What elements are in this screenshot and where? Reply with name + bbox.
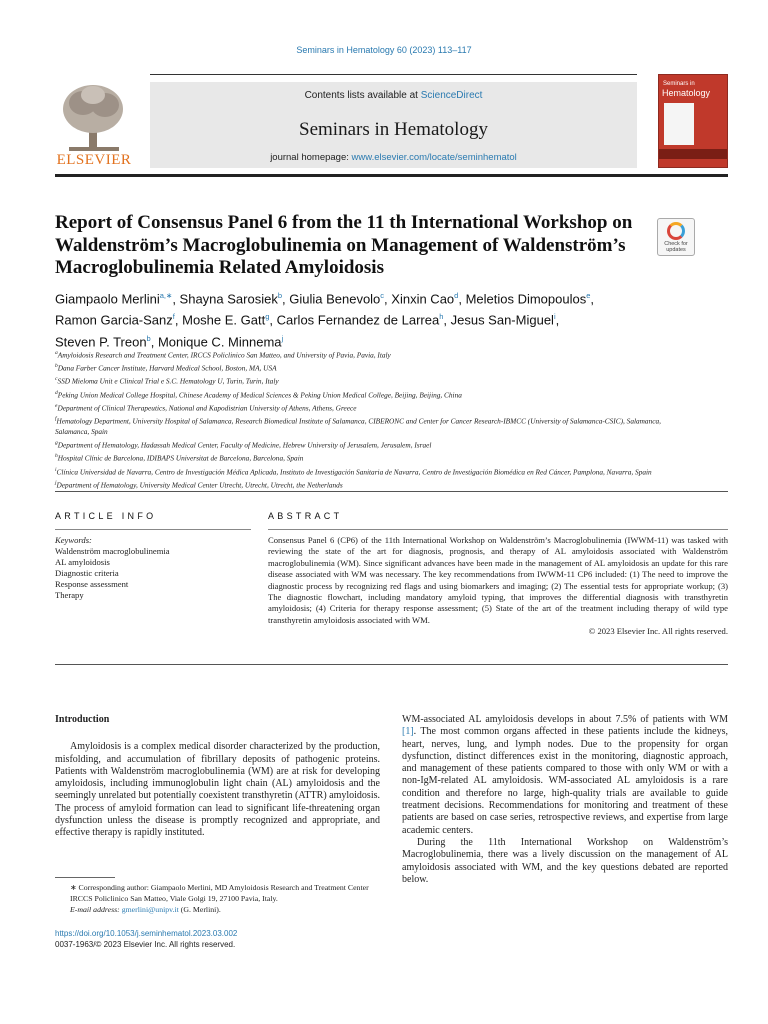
- footnote-marker: ∗: [70, 883, 77, 892]
- journal-header: [55, 74, 728, 174]
- abstract-heading: ABSTRACT: [268, 511, 343, 521]
- author-name[interactable]: Monique C. Minnema: [157, 333, 282, 349]
- abstract-block: [268, 535, 728, 638]
- author-separator: ,: [590, 291, 595, 307]
- reference-link[interactable]: [1]: [402, 726, 414, 738]
- author-separator: ,: [269, 312, 277, 328]
- author-affiliation-marker[interactable]: h: [439, 312, 444, 322]
- homepage-line: [150, 152, 637, 163]
- affiliation-item: [55, 438, 695, 451]
- affiliation-text: Hospital Clínic de Barcelona, IDIBAPS Universitat de Barcelona, Barcelona, Spain: [57, 453, 304, 463]
- author-separator: ,: [555, 312, 560, 328]
- affiliation-key: g: [55, 440, 58, 447]
- affiliation-key: i: [55, 466, 57, 473]
- affiliation-item: [55, 401, 695, 414]
- homepage-prefix: journal homepage:: [270, 152, 352, 163]
- crossmark-line2: updates: [666, 247, 686, 253]
- author-affiliation-marker[interactable]: f: [172, 312, 175, 322]
- author-name[interactable]: Meletios Dimopoulos: [465, 291, 587, 307]
- author-affiliation-marker[interactable]: b: [146, 333, 151, 343]
- author-affiliation-marker[interactable]: e: [586, 291, 591, 300]
- affiliation-item: [55, 374, 695, 387]
- author-name[interactable]: Ramon Garcia-Sanz: [55, 312, 173, 328]
- article-title: Report of Consensus Panel 6 from the 11 th International Workshop on Waldenström’s Macroglobulinemia on Management of Waldenström’s Macroglobulinemia Related Amyloidosis: [55, 212, 633, 278]
- affiliation-item: [55, 361, 695, 374]
- author-email-link[interactable]: gmerlini@unipv.it: [121, 904, 179, 914]
- affiliation-key: c: [55, 376, 58, 383]
- author-affiliation-marker[interactable]: g: [265, 312, 270, 322]
- author-name[interactable]: Giampaolo Merlini: [55, 291, 160, 307]
- body-left-column: [55, 714, 380, 840]
- introduction-paragraph: Amyloidosis is a complex medical disorder characterized by the production, misfolding, and accumulation of fibrillary deposits of pathogenic proteins. Patients with Waldenström macroglobulinemia (WM) are at risk for developing amyloidosis, including immunoglobulin light chain (AL) amyloidosis and the seemingly unrelated but potentially coexistent transthyretin (ATTR) amyloidosis. The process of amyloid formation can lead to significant life-threatening organ dysfunction unless the disease is promptly recognized and appropriate, and effective therapy is rapidly instituted.: [55, 741, 380, 839]
- keywords-label: Keywords:: [55, 535, 92, 545]
- keyword-item: Waldenström macroglobulinemia: [55, 545, 170, 556]
- crossmark-icon: [667, 222, 685, 240]
- journal-name: Seminars in Hematology: [299, 119, 488, 140]
- affiliation-key: d: [55, 389, 58, 396]
- affiliation-text: Hematology Department, University Hospital of Salamanca, Research Biomedical Institute of Salamanca, CIBERONC and Center for Cancer Research-IBMCC (University of Salamanca-CSIC), Salamanca, Salamanca, Spain: [55, 416, 661, 437]
- affiliation-item: [55, 348, 695, 361]
- author-name[interactable]: Steven P. Treon: [55, 333, 147, 349]
- author-separator: ,: [458, 291, 466, 307]
- author-separator: ,: [443, 312, 451, 328]
- keyword-item: Diagnostic criteria: [55, 567, 119, 578]
- author-separator: ,: [282, 291, 290, 307]
- paragraph-text: . The most common organs affected in these patients include the kidneys, heart, nerves, lung, and lymph nodes. Due to the propensity for organ dysfunction, distinct differences exist in the monitoring, diagnostic approach, and management of these patients compared to those with only WM or with a non-IgM-related AL amyloidosis. WM-associated AL amyloidosis is a rare condition and therefore no large, high-quality trials are available to guide treatment decisions. Recommendations for monitoring and treatment of these patients are based on case series, retrospective reviews, and expertise from large academic centers.: [402, 726, 728, 836]
- affiliation-key: f: [55, 416, 57, 423]
- affiliation-key: b: [55, 363, 58, 370]
- header-top-rule: [150, 74, 637, 75]
- header-bottom-rule: [55, 174, 728, 177]
- affiliation-text: Department of Clinical Therapeutics, National and Kapodistrian University of Athens, Athens, Greece: [57, 403, 357, 413]
- affiliation-text: Department of Hematology, Hadassah Medical Center, Faculty of Medicine, Hebrew University of Jerusalem, Jerusalem, Israel: [57, 440, 432, 450]
- affiliation-key: e: [55, 402, 58, 409]
- journal-reference[interactable]: Seminars in Hematology 60 (2023) 113–117: [296, 45, 472, 55]
- affiliation-text: Clínica Universidad de Navarra, Centro de Investigación Médica Aplicada, Instituto de Investigación Sanitaria de Navarra, Centro de Investigación Biomédica en Red Cáncer, Pamplona, Navarra, Spain: [56, 466, 652, 476]
- paragraph-text: WM-associated AL amyloidosis develops in about 7.5% of patients with WM: [402, 714, 728, 725]
- affiliation-text: Dana Farber Cancer Institute, Harvard Medical School, Boston, MA, USA: [57, 363, 277, 373]
- corresponding-author-note: [55, 883, 380, 905]
- keyword-list: [55, 546, 251, 601]
- affiliation-item: [55, 388, 695, 401]
- email-suffix: (G. Merlini).: [180, 904, 221, 914]
- author-separator: ,: [384, 291, 392, 307]
- cover-title: Hematology: [662, 88, 711, 98]
- issn-line: 0037-1963/© 2023 Elsevier Inc. All rights reserved.: [55, 940, 236, 949]
- abstract-text: Consensus Panel 6 (CP6) of the 11th International Workshop on Waldenström’s Macroglobulinemia (IWWM-11) was tasked with reviewing the state of the art for diagnosis, prognosis, and therapy of AL amyloidosis associated with Waldenström macroglobulinemia (WM). Since significant advances have been made in the management of AL amyloidosis an update for this rare disease associated with WM was necessary. The key recommendations from IWWM-11 CP6 included: (1) The need to improve the diagnostic process by recognizing red flags and using biomarkers and imaging; (2) The essential tests for appropriate workup; (3) The diagnostic flowchart, including mandatory amyloid typing, that improves the differential diagnosis with transthyretin amyloidosis; (4) Criteria for therapy response assessment; (5) State of the art of the treatment including therapy of wild type transthyretin amyloidosis associated with WM.: [268, 535, 728, 625]
- abstract-copyright: © 2023 Elsevier Inc. All rights reserved.: [588, 626, 728, 637]
- email-line: [55, 905, 380, 916]
- journal-banner: [150, 82, 637, 168]
- email-label: E-mail address:: [70, 904, 120, 914]
- keywords-block: [55, 535, 251, 600]
- author-separator: ,: [174, 312, 183, 328]
- crossmark-text: [657, 241, 695, 253]
- affiliation-key: a: [55, 350, 58, 356]
- author-affiliation-marker[interactable]: j: [281, 333, 284, 343]
- introduction-heading: Introduction: [55, 714, 110, 725]
- author-affiliation-marker[interactable]: i: [553, 312, 556, 322]
- author-affiliation-marker[interactable]: a,∗: [159, 291, 173, 300]
- crossmark-line1: Check for: [664, 241, 688, 247]
- author-name[interactable]: Moshe E. Gatt: [182, 312, 266, 328]
- author-affiliation-marker[interactable]: d: [454, 291, 459, 300]
- body-paragraph: During the 11th International Workshop on Waldenström’s Macroglobulinemia, there was a lively discussion on the management of AL amyloidosis associated with WM, and the key questions debated are reported below.: [402, 836, 728, 885]
- author-list: [55, 287, 705, 351]
- affiliation-item: [55, 465, 695, 478]
- author-affiliation-marker[interactable]: b: [277, 291, 282, 300]
- keyword-item: AL amyloidosis: [55, 556, 110, 567]
- check-for-updates-badge[interactable]: [657, 218, 695, 256]
- corresponding-author-text: Corresponding author: Giampaolo Merlini, MD Amyloidosis Research and Treatment Center IRCCS Policlinico San Matteo, Viale Golgi 19, 27100 Pavia, Italy.: [70, 883, 369, 903]
- keyword-item: Therapy: [55, 589, 84, 600]
- abstract-rule: [268, 529, 728, 530]
- cover-stripe: [659, 149, 728, 159]
- affiliation-item: [55, 414, 695, 438]
- footnote-rule: [55, 877, 115, 878]
- author-separator: ,: [150, 333, 158, 349]
- section-divider: [55, 491, 728, 492]
- affiliation-text: Department of Hematology, University Medical Center Utrecht, Utrecht, Utrecht, the Netherlands: [56, 480, 343, 490]
- journal-homepage-link[interactable]: www.elsevier.com/locate/seminhematol: [351, 152, 517, 163]
- keyword-item: Response assessment: [55, 578, 129, 589]
- article-info-heading: ARTICLE INFO: [55, 511, 157, 521]
- affiliation-item: [55, 451, 695, 464]
- cover-panel: [664, 103, 694, 145]
- author-name[interactable]: Jesus San-Miguel: [450, 312, 554, 328]
- footnote: [55, 883, 380, 915]
- author-name[interactable]: Shayna Sarosiek: [179, 291, 278, 307]
- affiliation-item: [55, 478, 695, 491]
- affiliation-key: j: [55, 479, 57, 486]
- elsevier-wordmark: ELSEVIER: [56, 152, 132, 168]
- contents-line: [150, 90, 637, 101]
- body-paragraph: [402, 714, 728, 837]
- affiliation-list: [55, 348, 695, 491]
- abstract-bottom-rule: [55, 664, 728, 665]
- affiliation-key: h: [55, 453, 58, 460]
- journal-cover-thumbnail[interactable]: [658, 74, 728, 168]
- affiliation-text: SSD Mieloma Unit e Clinical Trial e S.C. Hematology U, Turin, Turin, Italy: [57, 376, 279, 386]
- sciencedirect-link[interactable]: ScienceDirect: [420, 90, 483, 101]
- affiliation-text: Peking Union Medical College Hospital, Chinese Academy of Medical Sciences & Peking Union Medical College, Beijing, Beijing, China: [57, 390, 462, 400]
- author-affiliation-marker[interactable]: c: [380, 291, 385, 300]
- doi-block: [55, 928, 380, 950]
- author-name[interactable]: Carlos Fernandez de Larrea: [276, 312, 440, 328]
- affiliation-text: Amyloidosis Research and Treatment Center, IRCCS Policlinico San Matteo, and University of Pavia, Pavia, Italy: [57, 350, 391, 360]
- cover-series-label: Seminars in: [663, 81, 695, 87]
- author-name[interactable]: Xinxin Cao: [391, 291, 455, 307]
- author-separator: ,: [172, 291, 180, 307]
- doi-link[interactable]: https://doi.org/10.1053/j.seminhematol.2023.03.002: [55, 929, 238, 938]
- article-info-rule: [55, 529, 251, 530]
- author-name[interactable]: Giulia Benevolo: [289, 291, 381, 307]
- contents-prefix: Contents lists available at: [304, 90, 421, 101]
- body-right-column: [402, 714, 728, 886]
